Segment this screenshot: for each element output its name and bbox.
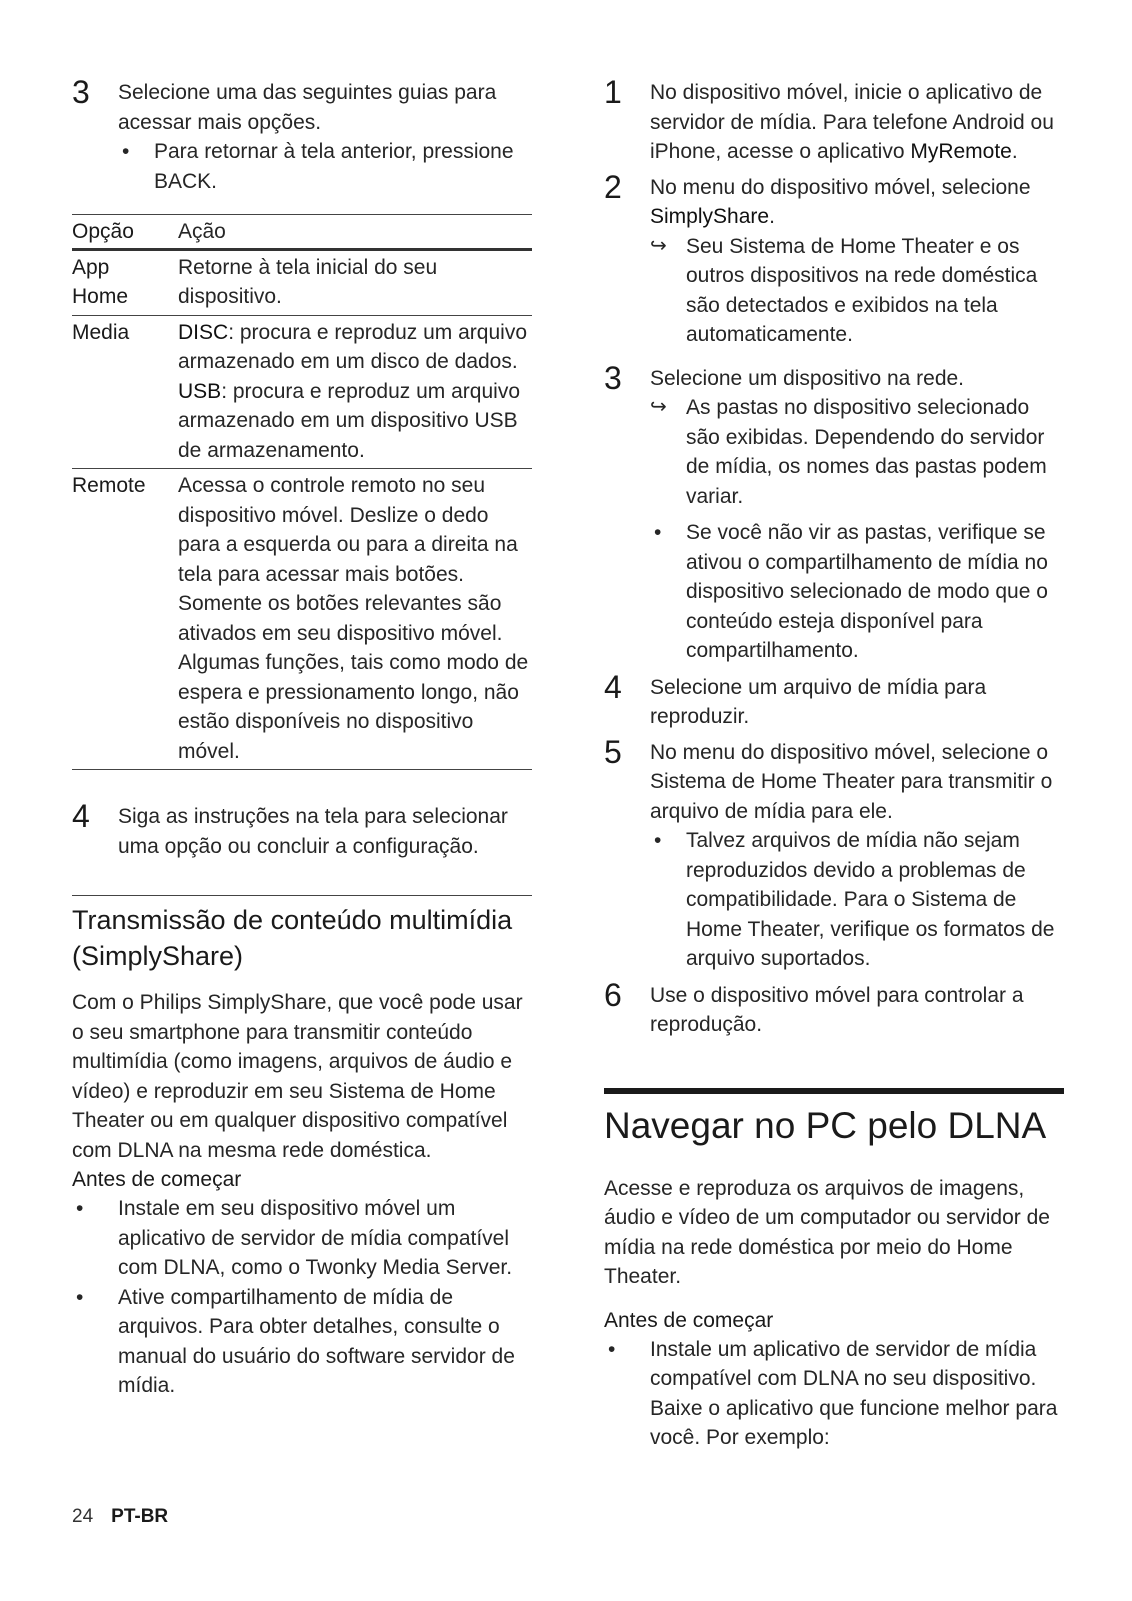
bullet-mark: • [608, 1337, 616, 1361]
bullet-mark: • [654, 829, 662, 852]
bullet-text: Ative compartilhamento de mídia de arquivos. Para obter detalhes, consulte o manual do usuário do software servidor de mídia. [118, 1285, 515, 1397]
step-4 [72, 798, 532, 861]
right-column [604, 74, 1064, 1453]
option-cell: Media [72, 315, 178, 469]
bullet-text: Para retornar à tela anterior, pressione BACK. [154, 140, 514, 193]
step-bullet [650, 518, 1064, 666]
disc-text: : procura e reproduz um arquivo armazenado em um disco de dados. [178, 320, 528, 373]
step-number: 6 [604, 976, 622, 1013]
step-2 [604, 168, 1064, 350]
section-title: Transmissão de conteúdo multimídia (SimplyShare) [72, 905, 513, 971]
step-number: 2 [604, 168, 622, 205]
section-intro: Com o Philips SimplyShare, que você pode usar o seu smartphone para transmitir conteúdo multimídia (como imagens, arquivos de áudio e vídeo) e reproduzir em seu Sistema de Home Theater ou em qualquer dispositivo compatível com DLNA na mesma rede doméstica. [72, 991, 523, 1162]
step-text [650, 173, 1064, 232]
bullet-mark: • [122, 140, 130, 163]
usb-description [178, 377, 532, 466]
step-1 [604, 74, 1064, 167]
section-intro: Acesse e reproduza os arquivos de imagens, áudio e vídeo de um computador ou servidor de mídia na rede doméstica por meio do Home Theater. [604, 1176, 1050, 1288]
step-number: 4 [72, 798, 90, 834]
bullet-text: Talvez arquivos de mídia não sejam reproduzidos devido a problemas de compatibilidade. Para o Sistema de Home Theater, verifique os formatos de arquivo suportados. [686, 829, 1055, 970]
step-5 [604, 733, 1064, 974]
step-text [650, 78, 1064, 167]
bullet-mark: • [654, 521, 662, 544]
step-text-main: No dispositivo móvel, inicie o aplicativo de servidor de mídia. Para telefone Android ou iPhone, acesse o aplicativo [650, 81, 1054, 163]
disc-keyword: DISC [178, 320, 229, 344]
step-text: No menu do dispositivo móvel, selecione o Sistema de Home Theater para transmitir o arquivo de mídia para ele. [650, 740, 1053, 823]
step-number: 3 [72, 74, 90, 110]
step-result [650, 393, 1064, 511]
table-row [72, 469, 532, 770]
option-cell: Remote [72, 469, 178, 770]
list-item [72, 1194, 532, 1283]
step-text: Selecione uma das seguintes guias para acessar mais opções. [118, 81, 497, 134]
page-footer [72, 1506, 168, 1528]
step-bullet [650, 826, 1064, 974]
header-option: Opção [72, 215, 178, 250]
bullet-text: Se você não vir as pastas, verifique se ativou o compartilhamento de mídia no dispositivo selecionado de modo que o conteúdo esteja disponível para compartilhamento. [686, 521, 1048, 662]
step-text-main: No menu do dispositivo móvel, selecione [650, 175, 1031, 199]
header-action: Ação [178, 215, 532, 250]
language-code: PT-BR [111, 1506, 169, 1527]
result-text: As pastas no dispositivo selecionado são exibidas. Dependendo do servidor de mídia, os nomes das pastas podem variar. [686, 396, 1047, 508]
action-cell [178, 315, 532, 469]
step-3 [604, 359, 1064, 666]
step-4 [604, 668, 1064, 732]
before-start-title: Antes de começar [72, 1168, 242, 1191]
step-text: Selecione um dispositivo na rede. [650, 366, 965, 390]
list-item [72, 1283, 532, 1401]
result-arrow-icon: ↪ [650, 234, 667, 257]
bullet-mark: • [76, 1197, 84, 1220]
step-text: Siga as instruções na tela para selecionar uma opção ou concluir a configuração. [118, 805, 508, 858]
app-keyword: MyRemote [910, 140, 1012, 163]
page-number: 24 [72, 1506, 94, 1527]
chapter-divider [604, 1088, 1064, 1094]
table-row [72, 249, 532, 315]
step-text: Selecione um arquivo de mídia para reproduzir. [650, 675, 987, 728]
bullet-text: Instale em seu dispositivo móvel um aplicativo de servidor de mídia compatível com DLNA, como o Twonky Media Server. [118, 1197, 513, 1279]
table-header-row [72, 215, 532, 250]
left-column [72, 74, 532, 1401]
step-number: 1 [604, 74, 622, 110]
step-bullet [118, 137, 532, 196]
options-table [72, 214, 532, 770]
table-row [72, 315, 532, 469]
usb-text: : procura e reproduz um arquivo armazenado em um dispositivo USB de armazenamento. [178, 379, 521, 462]
step-number: 3 [604, 359, 622, 396]
step-number: 5 [604, 733, 622, 770]
list-item [604, 1335, 1064, 1453]
result-arrow-icon: ↪ [650, 396, 667, 418]
option-cell: App Home [72, 249, 178, 315]
section-divider [72, 895, 532, 896]
step-result [650, 232, 1064, 350]
before-start-title: Antes de começar [604, 1308, 774, 1332]
disc-description [178, 318, 532, 377]
bullet-text: Instale um aplicativo de servidor de mídia compatível com DLNA no seu dispositivo. Baixe o aplicativo que funcione melhor para você. Por exemplo: [650, 1337, 1058, 1449]
menu-keyword: SimplyShare [650, 205, 770, 228]
usb-keyword: USB [178, 379, 222, 403]
step-3 [72, 74, 532, 196]
step-text-end: . [769, 205, 775, 228]
step-6 [604, 976, 1064, 1040]
result-text: Seu Sistema de Home Theater e os outros dispositivos na rede doméstica são detectados e exibidos na tela automaticamente. [686, 234, 1038, 346]
action-cell: Acessa o controle remoto no seu dispositivo móvel. Deslize o dedo para a esquerda ou para a direita na tela para acessar mais botões. Somente os botões relevantes são ativados em seu dispositivo móvel. Algumas funções, tais como modo de espera e pressionamento longo, não estão disponíveis no dispositivo móvel. [178, 469, 532, 770]
step-text-end: . [1011, 140, 1018, 163]
bullet-mark: • [76, 1285, 84, 1309]
action-cell: Retorne à tela inicial do seu dispositivo. [178, 249, 532, 315]
step-number: 4 [604, 668, 622, 705]
step-text: Use o dispositivo móvel para controlar a reprodução. [650, 983, 1024, 1036]
chapter-title: Navegar no PC pelo DLNA [604, 1104, 1047, 1146]
